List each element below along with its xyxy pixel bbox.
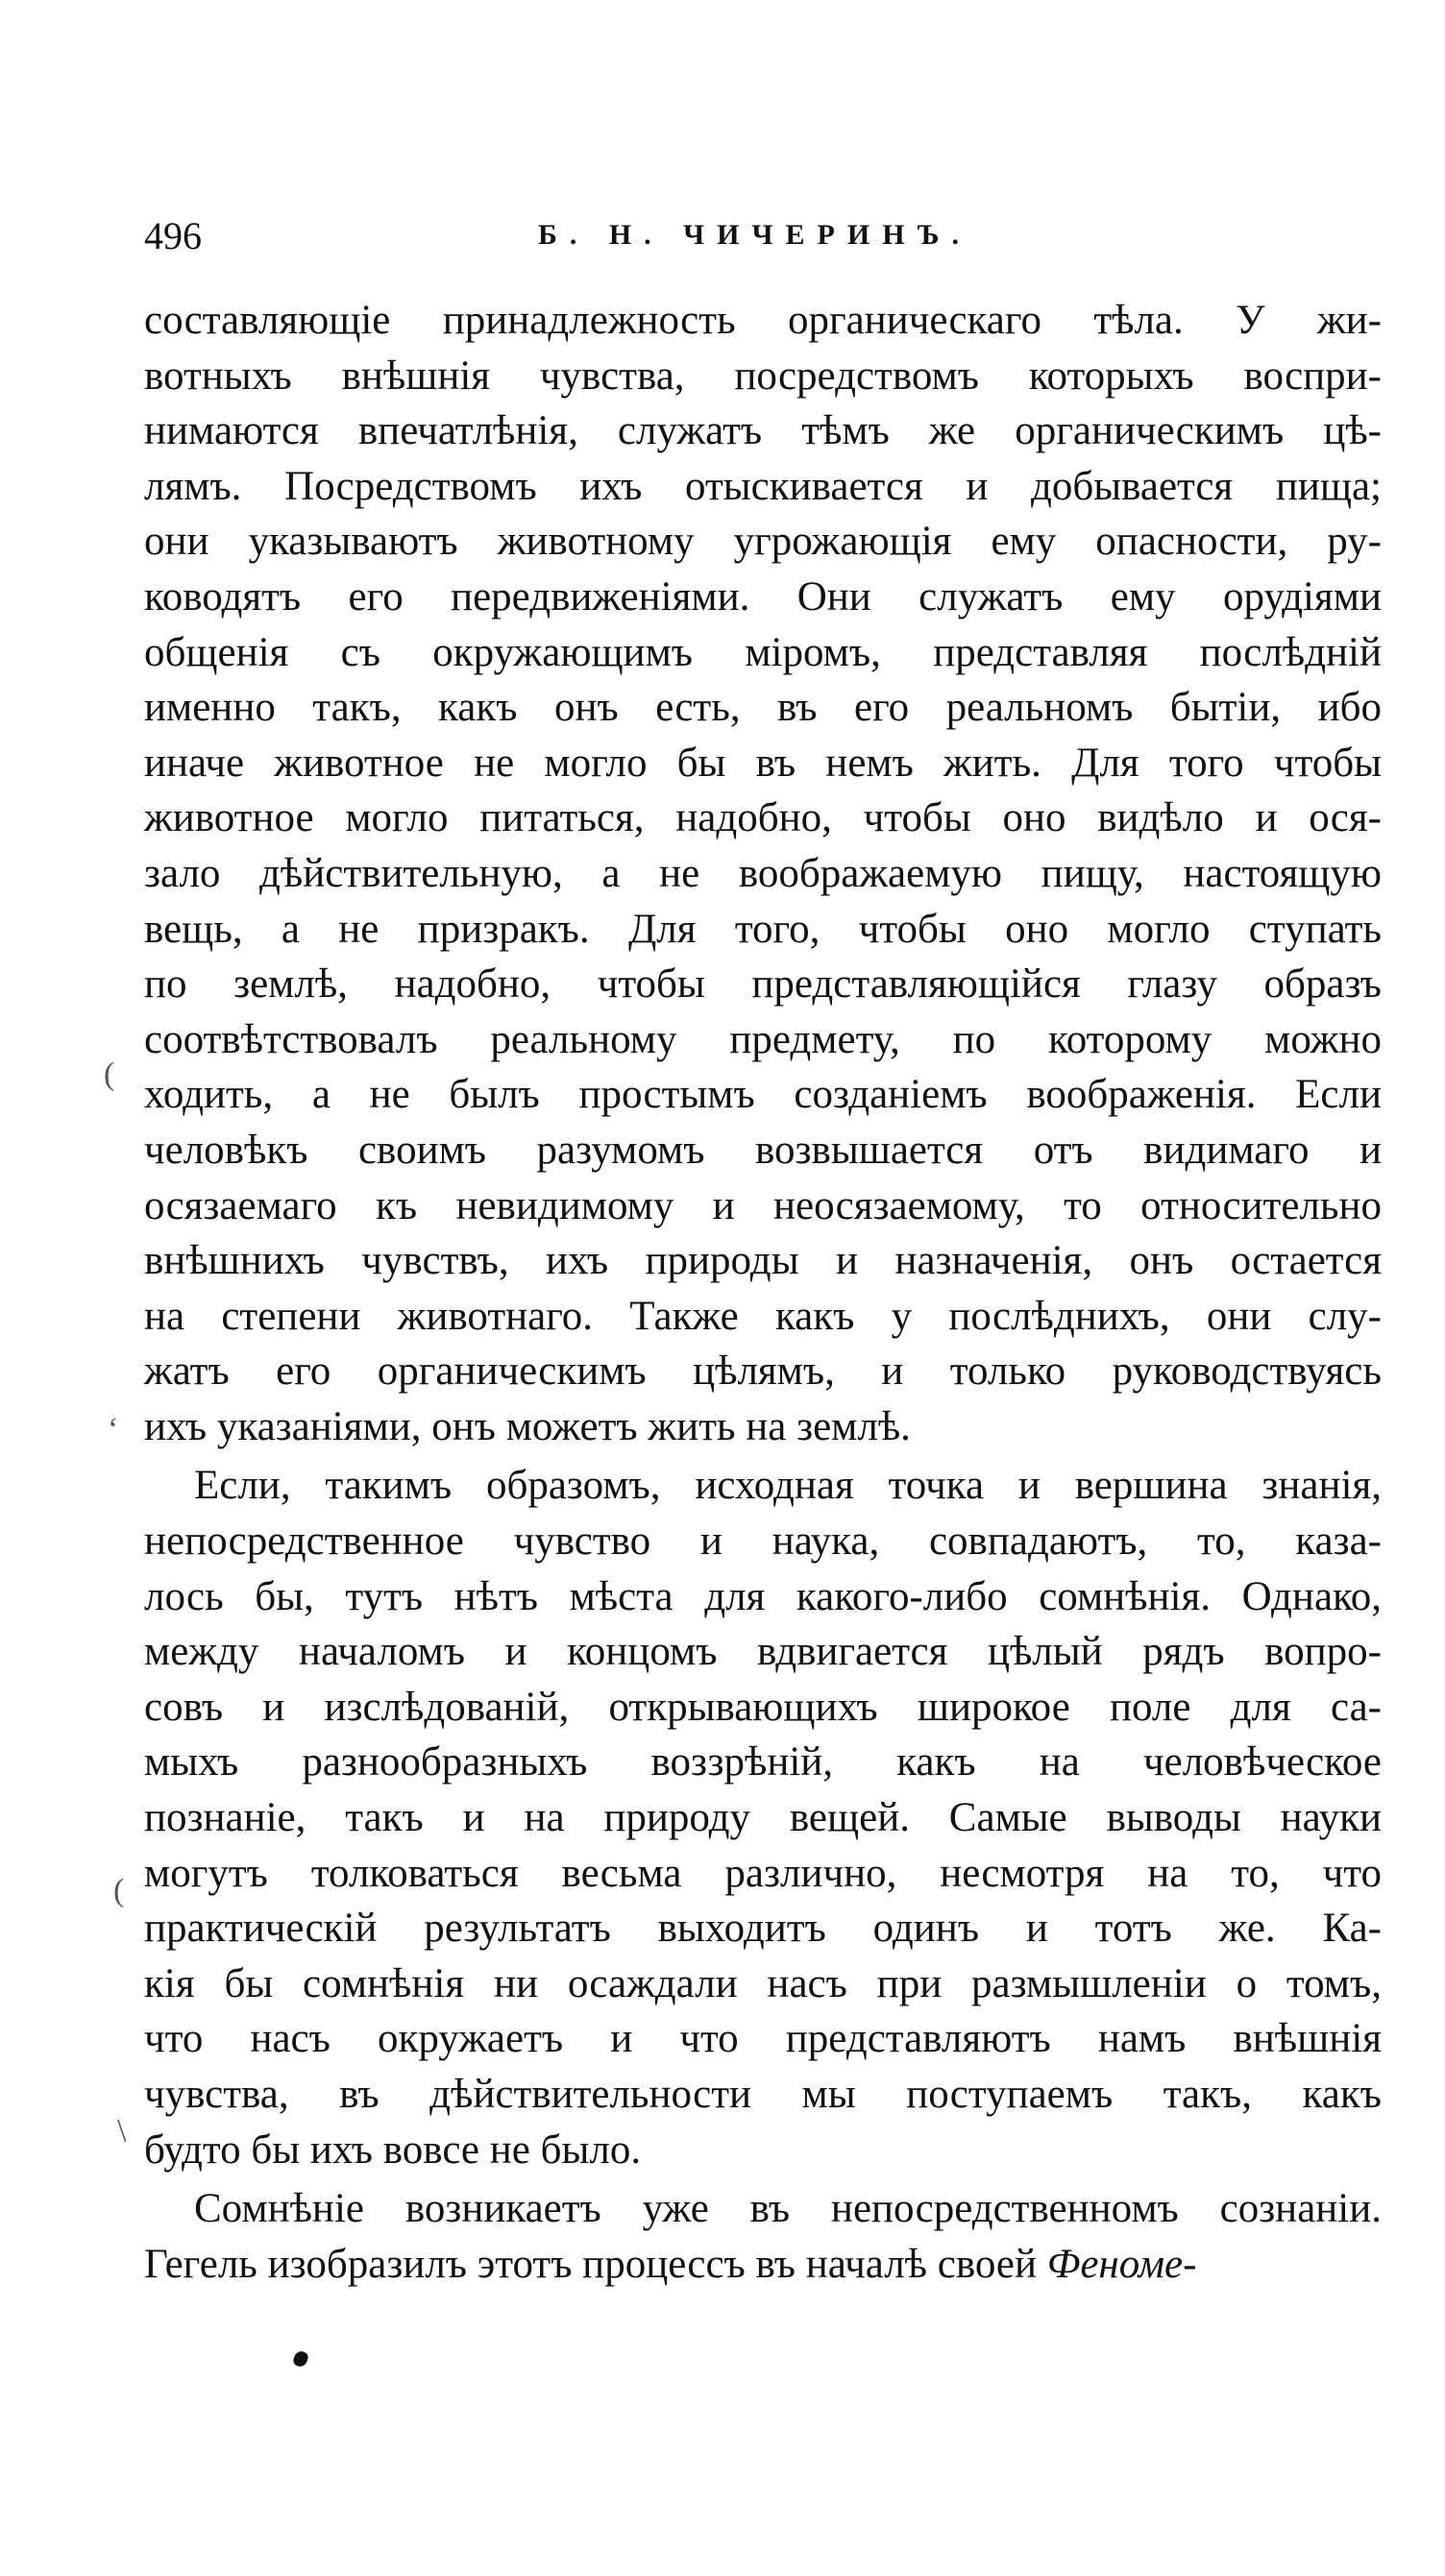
text-line [144, 1956, 1382, 2012]
text-line-content: Гегель изобразилъ этотъ процессъ въ началѣ своей [144, 2241, 1037, 2287]
text-line-content: животное могло питаться, надобно, чтобы оно видѣло и ося- [144, 795, 1382, 841]
italic-title-fragment: Феноме- [1046, 2241, 1197, 2287]
text-line-content: жатъ его органическимъ цѣлямъ, и только руководствуясь [144, 1349, 1382, 1395]
text-line-content: вещь, а не призракъ. Для того, чтобы оно могло ступать [144, 906, 1382, 952]
text-line-content: кія бы сомнѣнія ни осаждали насъ при размышленіи о томъ, [144, 1960, 1382, 2006]
paragraph [144, 1458, 1382, 2177]
text-line-content: могутъ толковаться весьма различно, несмотря на то, что [144, 1850, 1382, 1896]
text-line-content: нимаются впечатлѣнія, служатъ тѣмъ же органическимъ цѣ- [144, 408, 1382, 454]
text-line [144, 1067, 1382, 1123]
text-line-content: совъ и изслѣдованій, открывающихъ широкое поле для са- [144, 1684, 1382, 1730]
text-line [144, 957, 1382, 1012]
text-line-content: вотныхъ внѣшнія чувства, посредствомъ которыхъ воспри- [144, 352, 1382, 399]
text-line [144, 790, 1382, 846]
text-line [144, 736, 1382, 791]
text-line [144, 2067, 1382, 2123]
text-line [144, 1680, 1382, 1736]
text-line [144, 1289, 1382, 1345]
text-line [144, 625, 1382, 681]
text-line-content: ходить, а не былъ простымъ созданіемъ воображенія. Если [144, 1072, 1382, 1118]
text-line [144, 1012, 1382, 1068]
text-line-content: они указываютъ животному угрожающія ему опасности, ру- [144, 519, 1382, 565]
text-line-content: будто бы ихъ вовсе не было. [144, 2126, 642, 2173]
ink-blot [292, 2349, 310, 2369]
text-line-content: мыхъ разнообразныхъ воззрѣній, какъ на человѣческое [144, 1739, 1382, 1786]
text-line-content: что насъ окружаетъ и что представляютъ намъ внѣшнія [144, 2016, 1382, 2062]
text-line [144, 570, 1382, 625]
text-line [144, 1790, 1382, 1846]
text-line [144, 1399, 1382, 1455]
margin-pencil-mark: ( [113, 1873, 125, 1908]
text-line-content: между началомъ и концомъ вдвигается цѣлый рядъ вопро- [144, 1629, 1382, 1675]
text-line-content: лось бы, тутъ нѣтъ мѣста для какого-либо сомнѣнія. Однако, [144, 1573, 1382, 1619]
text-line-content: человѣкъ своимъ разумомъ возвышается отъ видимаго и [144, 1127, 1382, 1173]
paragraph [144, 293, 1382, 1454]
text-line-content: именно такъ, какъ онъ есть, въ его реальномъ бытіи, ибо [144, 685, 1382, 731]
text-line-content: составляющіе принадлежность органическаго тѣла. У жи- [144, 298, 1382, 343]
text-line [144, 2181, 1382, 2237]
text-line-content: зало дѣйствительную, а не воображаемую пищу, настоящую [144, 850, 1382, 896]
text-line [144, 403, 1382, 459]
text-line [144, 846, 1382, 902]
text-line [144, 1123, 1382, 1179]
text-line-content: на степени животнаго. Также какъ у послѣднихъ, они слу- [144, 1293, 1382, 1339]
text-line [144, 1514, 1382, 1569]
text-line [144, 459, 1382, 515]
text-line-content: познаніе, такъ и на природу вещей. Самые выводы науки [144, 1795, 1382, 1841]
text-line [144, 2123, 1382, 2178]
text-line-content: общенія съ окружающимъ міромъ, представляя послѣдній [144, 629, 1382, 675]
body-text [144, 293, 1382, 2292]
text-line-content: соотвѣтствовалъ реальному предмету, по которому можно [144, 1016, 1382, 1062]
text-line [144, 1735, 1382, 1790]
paragraph [144, 2181, 1382, 2292]
text-line-content: ихъ указаніями, онъ можетъ жить на землѣ. [144, 1403, 911, 1449]
text-line [144, 902, 1382, 958]
text-line [144, 1458, 1382, 1514]
text-line-content: лямъ. Посредствомъ ихъ отыскивается и добывается пища; [144, 463, 1382, 509]
text-line-content: по землѣ, надобно, чтобы представляющійся глазу образъ [144, 961, 1382, 1008]
text-line [144, 293, 1382, 349]
text-line [144, 1901, 1382, 1956]
margin-pencil-mark: ‘ [108, 1412, 119, 1447]
margin-pencil-mark: ( [104, 1057, 115, 1092]
text-line [144, 1846, 1382, 1902]
text-line [144, 1624, 1382, 1680]
text-line-content: ководятъ его передвиженіями. Они служатъ ему орудіями [144, 573, 1382, 620]
margin-pencil-mark: \ [117, 2113, 127, 2149]
text-line [144, 680, 1382, 736]
text-line [144, 2011, 1382, 2067]
text-line [144, 514, 1382, 570]
text-line-content: чувства, въ дѣйствительности мы поступаемъ такъ, какъ [144, 2072, 1382, 2117]
text-line-content: непосредственное чувство и наука, совпадаютъ, то, каза- [144, 1519, 1382, 1565]
running-head: Б. Н. ЧИЧЕРИНЪ. [538, 219, 971, 251]
text-line-content: осязаемаго къ невидимому и неосязаемому, то относительно [144, 1182, 1382, 1228]
page-number: 496 [144, 214, 202, 257]
text-line-content: внѣшнихъ чувствъ, ихъ природы и назначенія, онъ остается [144, 1238, 1382, 1284]
text-line [144, 349, 1382, 404]
text-line [144, 1179, 1382, 1234]
text-line [144, 1569, 1382, 1625]
text-line [144, 1344, 1382, 1399]
text-line [144, 1233, 1382, 1289]
text-line-content: иначе животное не могло бы въ немъ жить. Для того чтобы [144, 740, 1382, 786]
text-line-content: Если, такимъ образомъ, исходная точка и вершина знанія, [194, 1463, 1382, 1509]
text-line [144, 2237, 1382, 2293]
text-line-content: практическій результатъ выходитъ одинъ и тотъ же. Ка- [144, 1906, 1382, 1952]
text-line-content: Сомнѣніе возникаетъ уже въ непосредственномъ сознаніи. [194, 2186, 1382, 2232]
